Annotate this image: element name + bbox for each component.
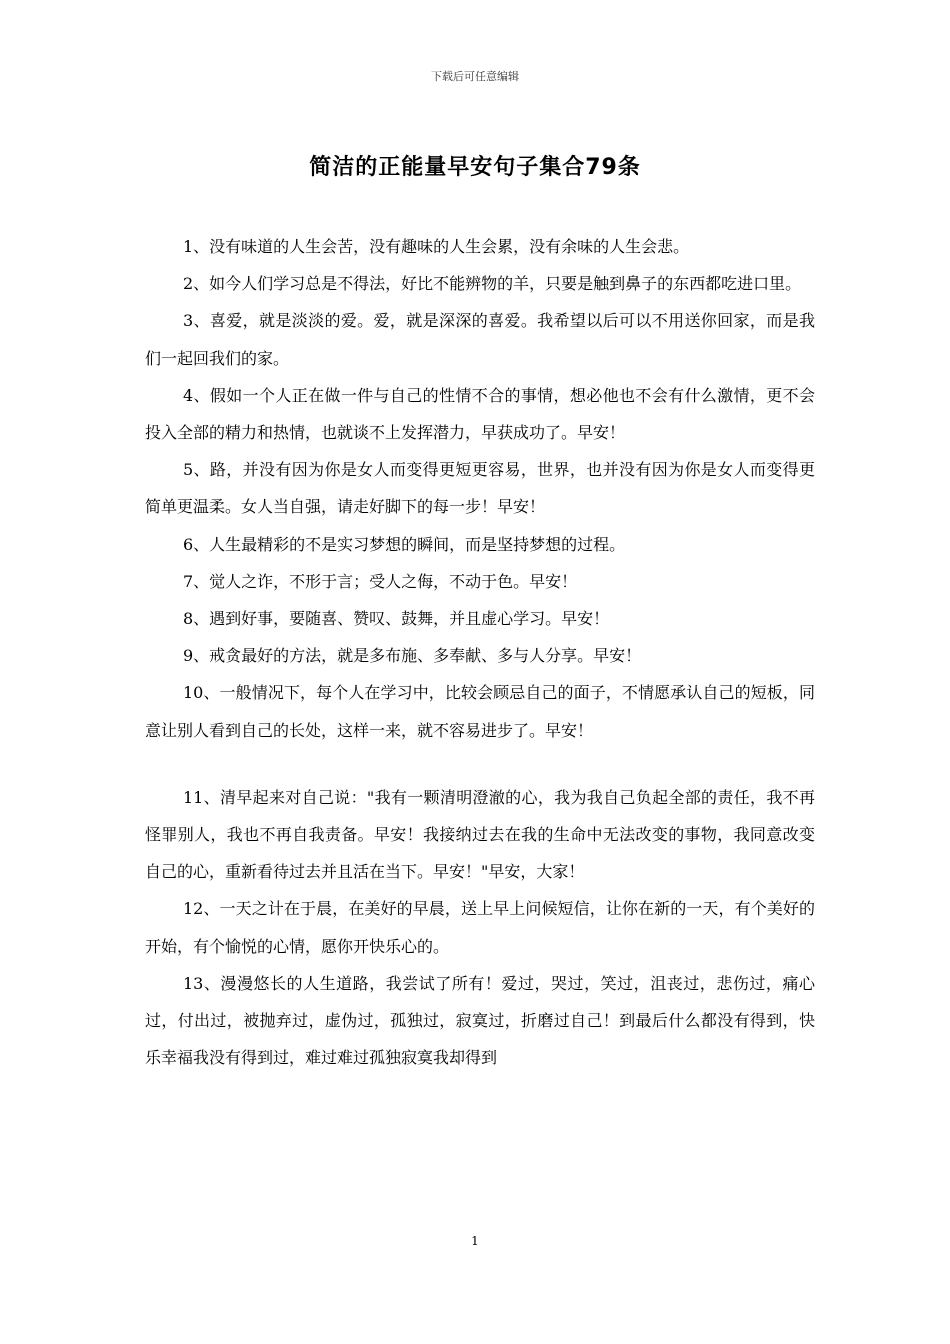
- page-number: 1: [471, 1234, 479, 1248]
- paragraph-4: 4、假如一个人正在做一件与自己的性情不合的事情，想必他也不会有什么激情，更不会投入全部的精力和热情，也就谈不上发挥潜力，早获成功了。早安！: [145, 385, 815, 443]
- paragraph-8: 8、遇到好事，要随喜、赞叹、鼓舞，并且虚心学习。早安！: [183, 609, 610, 629]
- document-body: [145, 228, 815, 1076]
- paragraph-spacer: [145, 749, 815, 779]
- paragraph-13: 13、漫漫悠长的人生道路，我尝试了所有！爱过，哭过，笑过，沮丧过，悲伤过，痛心过，付出过，被抛弃过，虚伪过，孤独过，寂寞过，折磨过自己！到最后什么都没有得到，快乐幸福我没有得到过，难过难过孤独寂寞我却得到: [145, 973, 815, 1068]
- paragraph-12: 12、一天之计在于晨，在美好的早晨，送上早上问候短信，让你在新的一天，有个美好的开始，有个愉悦的心情，愿你开快乐心的。: [145, 899, 815, 956]
- paragraph-9: 9、戒贪最好的方法，就是多布施、多奉献、多与人分享。早安！: [183, 646, 642, 666]
- paragraph-7: 7、觉人之诈，不形于言；受人之侮，不动于色。早安！: [183, 571, 578, 591]
- paragraph-11: 11、清早起来对自己说："我有一颗清明澄澈的心，我为我自己负起全部的责任，我不再怪罪别人，我也不再自我责备。早安！我接纳过去在我的生命中无法改变的事物，我同意改变自己的心，重新看待过去并且活在当下。早安！"早安，大家！: [145, 787, 815, 882]
- paragraph-2: 2、如今人们学习总是不得法，好比不能辨物的羊，只要是触到鼻子的东西都吃进口里。: [183, 274, 802, 294]
- paragraph-1: 1、没有味道的人生会苦，没有趣味的人生会累，没有余味的人生会悲。: [183, 237, 690, 256]
- paragraph-5: 5、路，并没有因为你是女人而变得更短更容易，世界，也并没有因为你是女人而变得更简单更温柔。女人当自强，请走好脚下的每一步！早安！: [145, 460, 815, 517]
- document-title: 简洁的正能量早安句子集合79条: [309, 155, 641, 180]
- paragraph-3: 3、喜爱，就是淡淡的爱。爱，就是深深的喜爱。我希望以后可以不用送你回家，而是我们一起回我们的家。: [145, 311, 815, 368]
- header-note: 下载后可任意编辑: [431, 70, 519, 83]
- paragraph-6: 6、人生最精彩的不是实习梦想的瞬间，而是坚持梦想的过程。: [183, 534, 626, 554]
- paragraph-10: 10、一般情况下，每个人在学习中，比较会顾忌自己的面子，不情愿承认自己的短板，同意让别人看到自己的长处，这样一来，就不容易进步了。早安！: [145, 683, 815, 740]
